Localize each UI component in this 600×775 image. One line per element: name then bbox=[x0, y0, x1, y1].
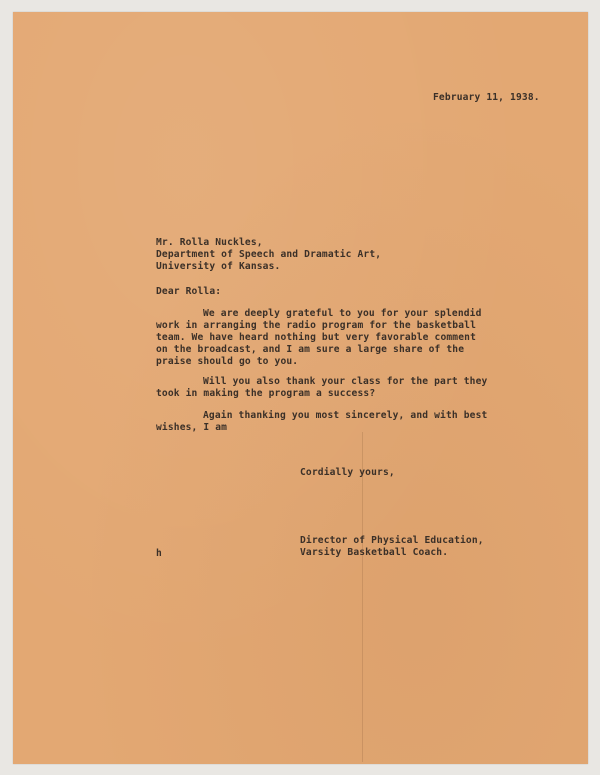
recipient-institution: University of Kansas. bbox=[156, 261, 281, 272]
typist-initial: h bbox=[156, 548, 162, 559]
closing: Cordially yours, bbox=[300, 467, 395, 478]
recipient-name: Mr. Rolla Nuckles, bbox=[156, 237, 263, 248]
body-line: wishes, I am bbox=[156, 422, 228, 433]
body-line: Will you also thank your class for the part they bbox=[203, 376, 488, 387]
letter-date: February 11, 1938. bbox=[433, 92, 540, 103]
body-line: team. We have heard nothing but very favorable comment bbox=[156, 332, 476, 343]
body-line: on the broadcast, and I am sure a large share of the bbox=[156, 344, 465, 355]
letter-sheet bbox=[13, 12, 588, 764]
body-line: Again thanking you most sincerely, and with best bbox=[203, 410, 488, 421]
body-line: work in arranging the radio program for the basketball bbox=[156, 320, 476, 331]
recipient-department: Department of Speech and Dramatic Art, bbox=[156, 249, 382, 260]
signature-title-line2: Varsity Basketball Coach. bbox=[300, 547, 449, 558]
body-line: praise should go to you. bbox=[156, 356, 299, 367]
paper-fold-line bbox=[362, 432, 363, 762]
salutation: Dear Rolla: bbox=[156, 286, 222, 297]
signature-title-line1: Director of Physical Education, bbox=[300, 535, 484, 546]
body-line: took in making the program a success? bbox=[156, 388, 376, 399]
body-line: We are deeply grateful to you for your splendid bbox=[203, 308, 482, 319]
